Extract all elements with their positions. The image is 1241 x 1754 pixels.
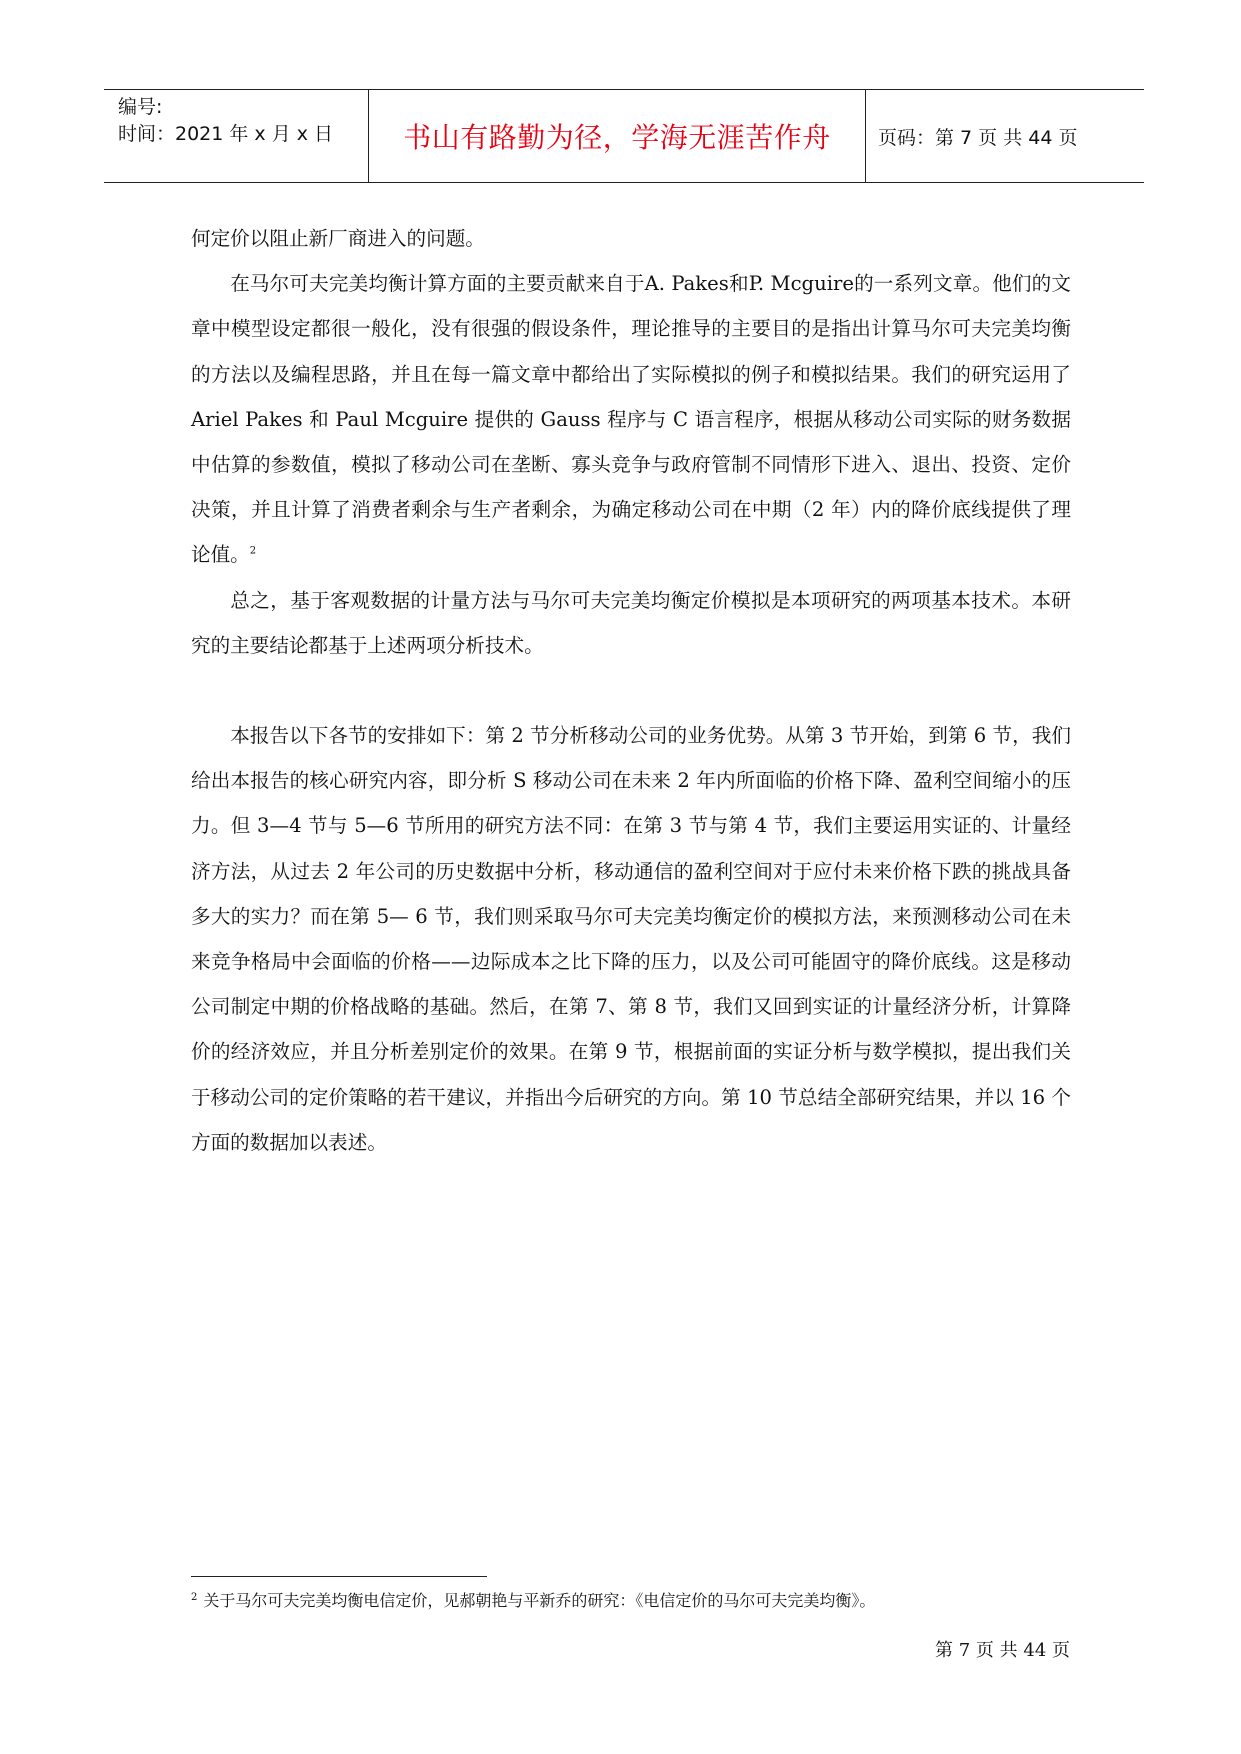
footnote-text: 关于马尔可夫完美均衡电信定价，见郝朝艳与平新乔的研究：《电信定价的马尔可夫完美均衡》。 bbox=[203, 1591, 876, 1610]
page-number-footer: 第 7 页 共 44 页 bbox=[935, 1640, 1070, 1661]
document-body bbox=[191, 216, 1071, 1165]
document-header bbox=[104, 89, 1144, 183]
body-paragraph-1: 何定价以阻止新厂商进入的问题。 bbox=[191, 227, 485, 250]
footnote-number: 2 bbox=[191, 1591, 198, 1603]
paragraph-spacer bbox=[191, 668, 1071, 713]
header-motto: 书山有路勤为径，学海无涯苦作舟 bbox=[369, 90, 866, 182]
header-meta-cell bbox=[104, 90, 369, 182]
body-paragraph-4: 本报告以下各节的安排如下：第 2 节分析移动公司的业务优势。从第 3 节开始，到第 6 节，我们给出本报告的核心研究内容，即分析 S 移动公司在未来 2 年内所面临的价格下降、盈利空间缩小的压力。但 3—4 节与 5—6 节所用的研究方法不同：在第 3 节与第 4 节，我们主要运用实证的、计量经济方法，从过去 2 年公司的历史数据中分析，移动通信的盈利空间对于应付未来价格下跌的挑战具备多大的实力？而在第 5— 6 节，我们则采取马尔可夫完美均衡定价的模拟方法，来预测移动公司在未来竞争格局中会面临的价格——边际成本之比下降的压力，以及公司可能固守的降价底线。这是移动公司制定中期的价格战略的基础。然后，在第 7、第 8 节，我们又回到实证的计量经济分析，计算降价的经济效应，并且分析差别定价的效果。在第 9 节，根据前面的实证分析与数学模拟，提出我们关于移动公司的定价策略的若干建议，并指出今后研究的方向。第 10 节总结全部研究结果，并以 16 个方面的数据加以表述。 bbox=[191, 724, 1071, 1154]
footnote-separator bbox=[191, 1576, 487, 1577]
header-page-info: 页码：第 7 页 共 44 页 bbox=[878, 126, 1078, 149]
footnote-reference[interactable]: 2 bbox=[249, 545, 257, 557]
body-paragraph-2 bbox=[191, 261, 1071, 577]
serial-number-label: 编号: bbox=[118, 96, 163, 118]
body-paragraph-2-text: 在马尔可夫完美均衡计算方面的主要贡献来自于A. Pakes和P. Mcguire的一系列文章。他们的文章中模型设定都很一般化，没有很强的假设条件，理论推导的主要目的是指出计算马尔可夫完美均衡的方法以及编程思路，并且在每一篇文章中都给出了实际模拟的例子和模拟结果。我们的研究运用了 Ariel Pakes 和 Paul Mcguire 提供的 Gauss 程序与 C 语言程序，根据从移动公司实际的财务数据中估算的参数值，模拟了移动公司在垄断、寡头竞争与政府管制不同情形下进入、退出、投资、定价决策，并且计算了消费者剩余与生产者剩余，为确定移动公司在中期（2 年）内的降价底线提供了理论值。 bbox=[191, 272, 1071, 567]
body-paragraph-3: 总之，基于客观数据的计量方法与马尔可夫完美均衡定价模拟是本项研究的两项基本技术。本研究的主要结论都基于上述两项分析技术。 bbox=[191, 588, 1071, 657]
date-label: 时间：2021 年 x 月 x 日 bbox=[118, 123, 334, 145]
footnote bbox=[191, 1590, 1071, 1612]
